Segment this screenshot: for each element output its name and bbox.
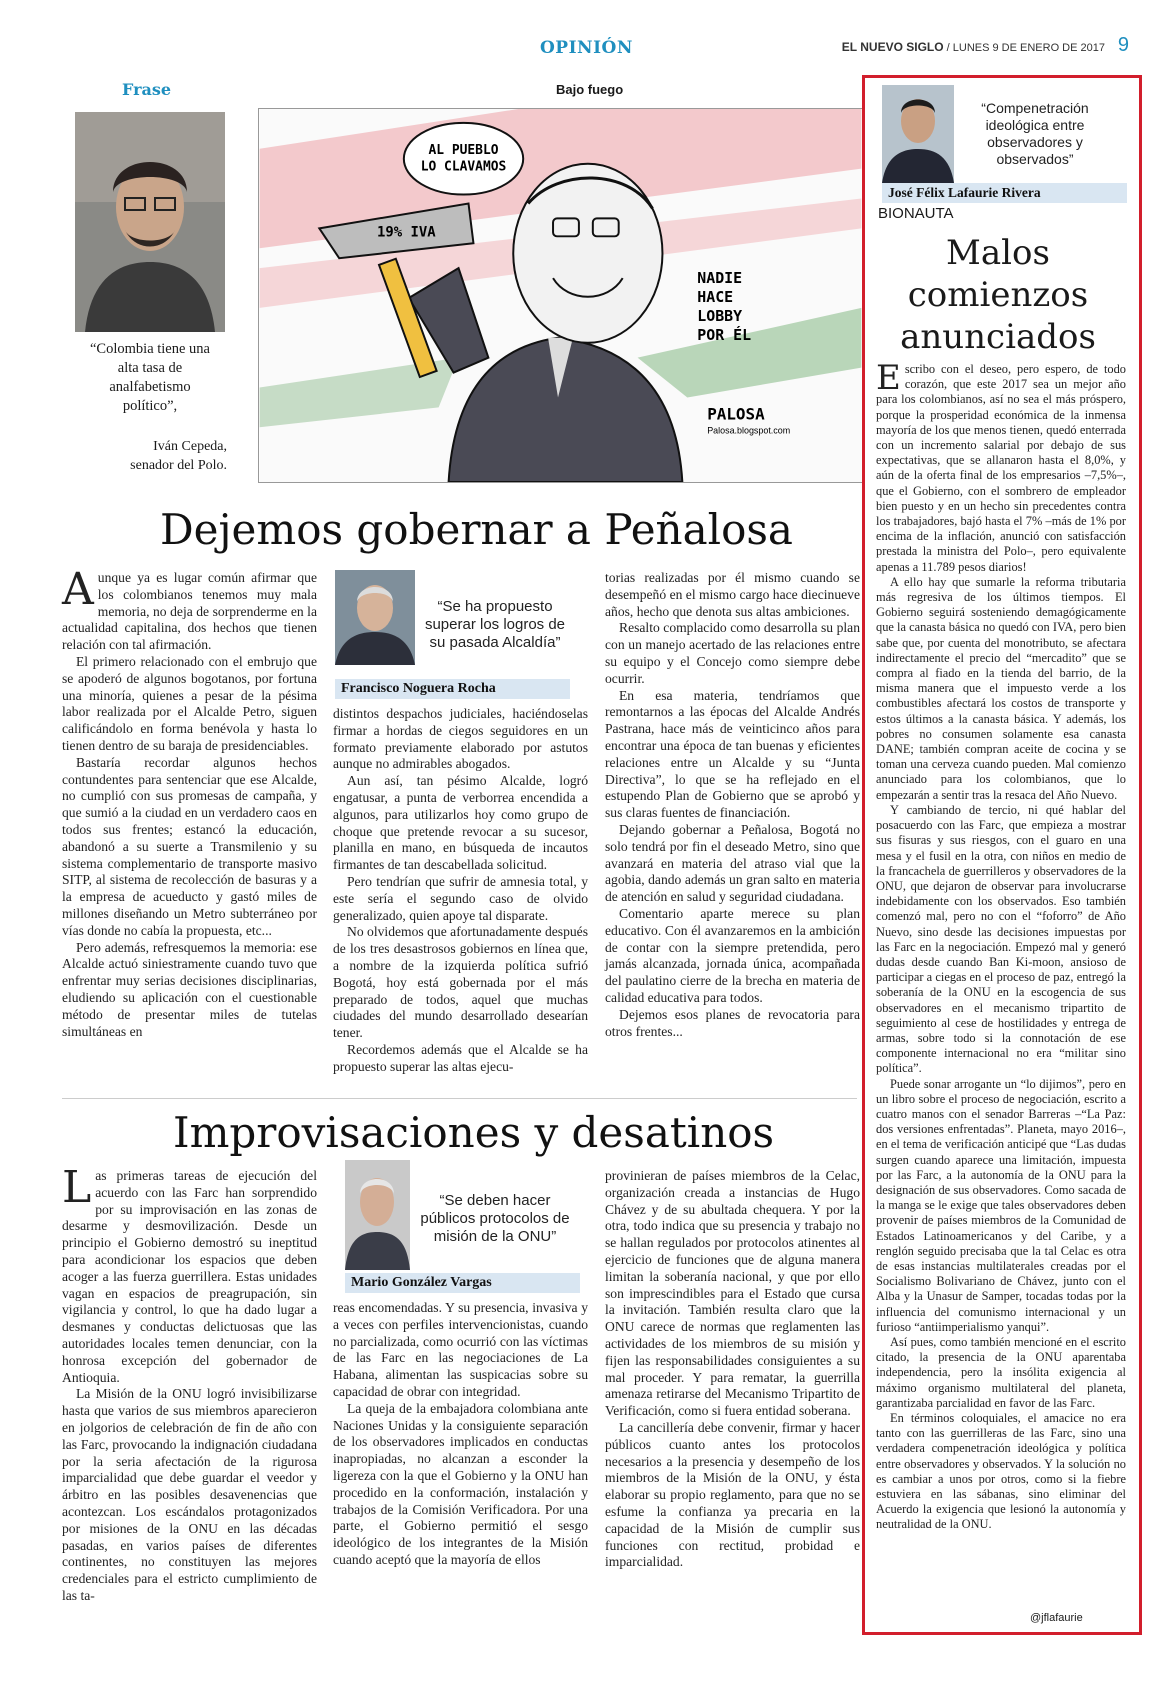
article1-col1 (62, 564, 317, 1040)
article1-paragraph: No olvidemos que afortunadamente después de los tres desastrosos gobiernos en línea que, a nombre de la izquierda política sufrió Bogotá, hoy está gobernada por el más preparado de todos, aquel que muchas ciudades del mundo desarrollado desearían tener. (333, 924, 588, 1041)
article1-author-name: Francisco Noguera Rocha (335, 679, 570, 699)
article2-paragraph: reas encomendadas. Y su presencia, invasiva y a veces con perfiles intervencionistas, cuando no parcializada, como ocurrió con las víctimas de las Farc en las negociaciones de La Habana, alimentan las suspicacias sobre su capacidad de obrar con integridad. (333, 1300, 588, 1399)
masthead (842, 40, 1105, 54)
article1-paragraph: torias realizadas por él mismo cuando se desempeñó en el mismo cargo hace diecinueve años, hecho que denota sus altas ambiciones. (605, 570, 860, 619)
cartoon-side-text-2: HACE (697, 287, 734, 306)
article1-headline: Dejemos gobernar a Peñalosa (160, 505, 793, 554)
article1-col3 (605, 570, 860, 1040)
article3-headline (878, 232, 1118, 358)
author-photo-lafaurie (882, 85, 954, 183)
article3-paragraph (876, 358, 1126, 575)
article1-paragraph: Resalto complacido como desarrolla su plan con un manejo acertado de las relaciones entre su equipo y el Concejo como siempre debe ocurrir. (605, 620, 860, 686)
article1-paragraph: Recordemos además que el Alcalde se ha propuesto superar las altas ejecu- (333, 1041, 588, 1074)
article3-body (876, 358, 1126, 1533)
article1-col2 (333, 706, 588, 1076)
article2-dropcap: L (62, 1162, 92, 1213)
article1-paragraph: Dejando gobernar a Peñalosa, Bogotá no solo tendrá por fin el deseado Metro, sino que avanzará en materia del atraso vial que la agobia, dando además un gran salto en materia de atención en salud y seguridad ciudadana. (605, 821, 860, 905)
frase-author-name: Iván Cepeda, (153, 439, 227, 454)
article3-author-name: José Félix Lafaurie Rivera (882, 183, 1127, 203)
article1-paragraph (62, 564, 317, 654)
column-name: BIONAUTA (878, 205, 954, 222)
article1-paragraph: Dejemos esos planes de revocatoria para otros frentes... (605, 1006, 860, 1039)
cartoon-bubble-line2: LO CLAVAMOS (420, 159, 507, 175)
article3-headline-line: comienzos (907, 275, 1089, 315)
article1-paragraph: En esa materia, tendríamos que remontarnos a las épocas del Alcalde Andrés Pastrana, hace más de veinticinco años para encontrar una época de tan buenas y eficientes relaciones entre un Alcalde y su “Junta Directiva”, lo que se ha reflejado en el estupendo Plan de Gobierno que se aprobó y sus claras fuentes de financiación. (605, 687, 860, 821)
article1-paragraph: Bastaría recordar algunos hechos contundentes para sentenciar que ese Alcalde, no cumplió con sus promesas de campaña, y que sumió a la ciudad en un verdadero caos en todos sus frentes; estancó la educación, abandonó a su suerte a Transmilenio y su sistema complementario de transporte masivo SITP, al sistema de recolección de basuras y a la empresa de acueducto y gastó miles de millones diseñando un Metro subterráneo por vías donde no cabía la propuesta, etc... (62, 754, 317, 938)
article3-headline-line: anunciados (900, 317, 1096, 357)
cartoon-side-text-4: POR ÉL (697, 325, 752, 344)
cartoon-hammer-label: 19% IVA (376, 224, 436, 241)
article2-p1: as primeras tareas de ejecución del acuerdo con las Farc han sorprendido por su improvisación en las zonas de desarme y desmovilización. Desde un principio el Gobierno demostró su ineptitud para acondicionar los espacios que deben acoger a las fuerza guerrillera. Estas unidades vagan en espacios de preagrupación, sin vigilancia y control, lo que ha dado lugar a desmanes y conductas delictuosas que las autoridades locales temen denunciar, con la honrosa excepción del gobernador de Antioquia. (62, 1168, 317, 1385)
article2-paragraph: provinieran de países miembros de la Celac, organización creada a instancias de Hugo Chávez y de su abultada chequera. Y por la otra, todo indica que su presencia y trabajo no se hallan regulados por protocolos atinentes al ejercicio de funciones que de alguna manera limitan la soberanía nacional, y que por ello son imprescindibles para el Estado que cursa la invitación. También resulta claro que la ONU carece de normas que reglamenten las actividades de los miembros de su misión y fijen las responsabilidades consiguientes a su mal proceder. Y para rematar, la guerrilla amenaza retirarse del Mecanismo Tripartito de Verificación, como si fuera entidad soberana. (605, 1168, 860, 1419)
article1-dropcap: A (62, 564, 94, 615)
article1-pull-quote: “Se ha propuesto superar los logros de su pasada Alcaldía” (424, 598, 566, 651)
article-divider (62, 1098, 857, 1099)
cartoon-title: Bajo fuego (556, 82, 624, 97)
masthead-date: / LUNES 9 DE ENERO DE 2017 (943, 42, 1105, 54)
cartoon-signature: PALOSA (707, 404, 765, 424)
article1-paragraph: distintos despachos judiciales, haciéndoselas firmar a hordas de ciegos seguidores en un formato previamente elaborado por astutos aunque no admirables abogados. (333, 706, 588, 772)
cartoon-bubble-line1: AL PUEBLO (428, 142, 499, 158)
article2-pull-quote: “Se deben hacer públicos protocolos de misión de la ONU” (420, 1192, 570, 1245)
article2-col3 (605, 1168, 860, 1571)
article2-headline: Improvisaciones y desatinos (173, 1108, 775, 1157)
article2-paragraph: La Misión de la ONU logró invisibilizarse hasta que varios de sus miembros aparecieron en jolgorios de celebración de fin de año con las Farc, provocando la indignación ciudadana por la seria afectación de la rigurosa imparcialidad que debe guardar el veedor y árbitro en las posibles desavenencias que acontezcan. Los escándalos protagonizados por misiones de la ONU en las décadas pasadas, en varios países de diferentes continentes, no constituyen las mejores credenciales para el estricto cumplimiento de las ta- (62, 1386, 317, 1603)
author-photo-noguera (335, 570, 415, 665)
article3-dropcap: E (876, 358, 901, 398)
page-number: 9 (1117, 34, 1129, 56)
frase-photo (75, 112, 225, 332)
frase-author (85, 437, 227, 475)
article1-paragraph: Pero tendrían que sufrir de amnesia total, y este sería el segundo caso de olvido generalizado, quien apoye tal disparate. (333, 873, 588, 923)
twitter-handle[interactable]: @jflafaurie (1030, 1612, 1083, 1624)
cartoon-illustration (258, 108, 863, 483)
article3-paragraph: Y cambiando de tercio, ni qué hablar del posacuerdo con las Farc, que empieza a mostrar sus fisuras y sus riesgos, con el guaro en una mesa y el fusil en la otra, con niños en medio de la francachela de guerrilleros y observadores de la ONU, que dejaron de observar para involucrarse indebidamente con los observados. Eso también comenzó mal, pero no con el “foforro” de Año Nuevo, sino desde las decisiones impuestas por las Farc en la negociación. Empezó mal y generó dudas desde cuando Ban Ki-moon, ansioso de participar a ciegas en el proceso de paz, entregó la soberanía de la ONU en la escogencia de sus observadores en el mecanismo tripartito de seguimiento al cese de hostilidades y entrega de armas, sobre todo si la connotación de ese componente internacional no era “militar sino política”. (876, 802, 1126, 1076)
article3-headline-line: Malos (946, 233, 1050, 273)
article1-p1: unque ya es lugar común afirmar que los colombianos tenemos muy mala memoria, no deja de sorprenderme en la actualidad capitalina, dos hechos que tienen relación con tal afirmación. (62, 570, 317, 653)
article2-paragraph: La queja de la embajadora colombiana ante Naciones Unidas y la consiguiente separación de los observadores implicados en conductas inapropiadas, no alcanzan a esconder la ligereza con la que el Gobierno y la ONU han procedido en la conformación, instalación y trabajos de la Comisión Verificadora. Por una parte, el Gobierno permitió el sesgo ideológico de los integrantes de la Misión cuando aceptó que la mayoría de ellos (333, 1400, 588, 1567)
article3-paragraph: En términos coloquiales, el amacice no era tanto con las guerrilleras de las Farc, sino una verdadera compenetración ideológica y política entre observadores y observados. Y la solución no es cambiar a unos por otros, como si la fiebre estuviera en las sábanas, sino eliminar del Acuerdo la exigencia que lesionó la autonomía y neutralidad de la ONU. (876, 1411, 1126, 1532)
article1-paragraph: Pero además, refresquemos la memoria: ese Alcalde actuó siniestramente cuando tuvo que enfrentar muy serias decisiones disciplinarias, eludiendo su aplicación con el cuestionable método de presentar miles de tutelas simultáneas en (62, 939, 317, 1039)
frase-quote: “Colombia tiene una alta tasa de analfabetismo político”, (90, 341, 210, 414)
cartoon-side-text-1: NADIE (697, 269, 743, 288)
article2-author-name: Mario González Vargas (345, 1273, 580, 1293)
article2-paragraph (62, 1162, 317, 1386)
cartoon-side-text-3: LOBBY (697, 306, 743, 325)
article2-col2 (333, 1300, 588, 1569)
article3-pull-quote: “Compenetración ideológica entre observadores y observados” (981, 100, 1089, 167)
article3-paragraph: Puede sonar arrogante un “lo dijimos”, pero en un libro sobre el proceso de negociación, escrito a cuatro manos con el senador Barreras –“La Paz: dos versiones enfrentadas”. Planeta, mayo 2016–, en el tema de verificación anticipé que “Las dudas surgen cuando aparece una limitación, impuesta por las Farc, a la autonomía de la ONU para la designación de sus observadores. Como sacada de la manga se le exige que tales observadores deben provenir de países miembros de la Comunidad de Estados Latinoamericanos y del Caribe, y a renglón seguido precisaba que la tal Celac es otra de esas instancias multilaterales creadas por el Socialismo Bolivariano de Chávez, junto con el Alba y la Unasur de Samper, tocadas todas por la influencia del comunismo internacional y un furioso “antiimperialismo yanqui”. (876, 1076, 1126, 1334)
article1-paragraph: Aun así, tan pésimo Alcalde, logró engatusar, a punta de verborrea encendida a algunos, para utilizarlos hoy como grupo de choque que pretende revocar a su sucesor, planilla en mano, en búsqueda de incautos firmantes de tan descabellada solicitud. (333, 773, 588, 873)
frase-author-role: senador del Polo. (130, 458, 227, 473)
masthead-paper: EL NUEVO SIGLO (841, 40, 944, 54)
article2-col1 (62, 1162, 317, 1605)
article2-paragraph: La cancillería debe convenir, firmar y hacer públicos cuanto antes los protocolos necesarios a la presencia y desempeño de los miembros de la Misión de la ONU, y ésta elaborar su propio reglamento, para que no se esfume la confianza ya precaria en la capacidad de la Misión de cumplir sus funciones con rectitud, probidad e imparcialidad. (605, 1419, 860, 1570)
article3-p1: scribo con el deseo, pero espero, de todo corazón, que este 2017 sea un mejor año para los colombianos, así no sea el más próspero, porque la prosperidad económica de la inmensa mayoría de los que menos tienen, quedó enterrada con un incremento salarial por debajo de sus expectativas, que se allanaron hasta el 8,0%, y aún de la oferta final de los empresarios –7,5%–, que el Gobierno, con el sombrero de empleador bien puesto y en un hecho sin precedentes contra los trabajadores, bajó hasta el 7% –más de 1% por encima de la inflación, anunció con satisfacción prestada la ministra del Polo–, pero equivalente apenas a 11.789 pesos diarios! (876, 362, 1126, 574)
article3-paragraph: Así pues, como también mencioné en el escrito citado, la presencia de la ONU aparentaba independencia, pero la insólita exigencia al máximo organismo multilateral del planeta, garantizaba parcialidad en favor de las Farc. (876, 1335, 1126, 1410)
frase-label: Frase (122, 80, 172, 99)
article1-paragraph: El primero relacionado con el embrujo que se apoderó de algunos bogotanos, por fortuna una minoría, quienes a pesar de la pésima labor realizada por el Alcalde Petro, siguen calificándolo en forma benévola y hasta lo tienen dentro de su baraja de presidenciables. (62, 653, 317, 753)
section-title: OPINIÓN (540, 38, 633, 58)
author-photo-gonzalez (345, 1160, 410, 1270)
cartoon-blog: Palosa.blogspot.com (707, 425, 791, 436)
article3-paragraph: A ello hay que sumarle la reforma tributaria más regresiva de los últimos tiempos. El Gobierno seguirá sosteniendo demagógicamente que la canasta básica no quedó con IVA, pero bien sabe que, por cuenta del monotributo, se afectara indirectamente el precio del “mercadito” que se compra al fiado en la tienda del barrio, de la misma manera que el impuesto verde a los combustibles afectará los costos de transporte y estos últimos a la canasta básica. Y además, los pobres no consumen solamente esa canasta DANE; también compran aceite de cocina y se toman una cerveza cuando pueden. Mal comienzo anunciado para los colombianos, que lo empezarán a sentir tras la resaca del Año Nuevo. (876, 574, 1126, 802)
article1-paragraph: Comentario aparte merece su plan educativo. Con él avanzaremos en la ambición de contar con la siempre pretendida, pero jamás alcanzada, jornada única, acompañada del paulatino cierre de la brecha en materia de calidad educativa para todos. (605, 905, 860, 1005)
